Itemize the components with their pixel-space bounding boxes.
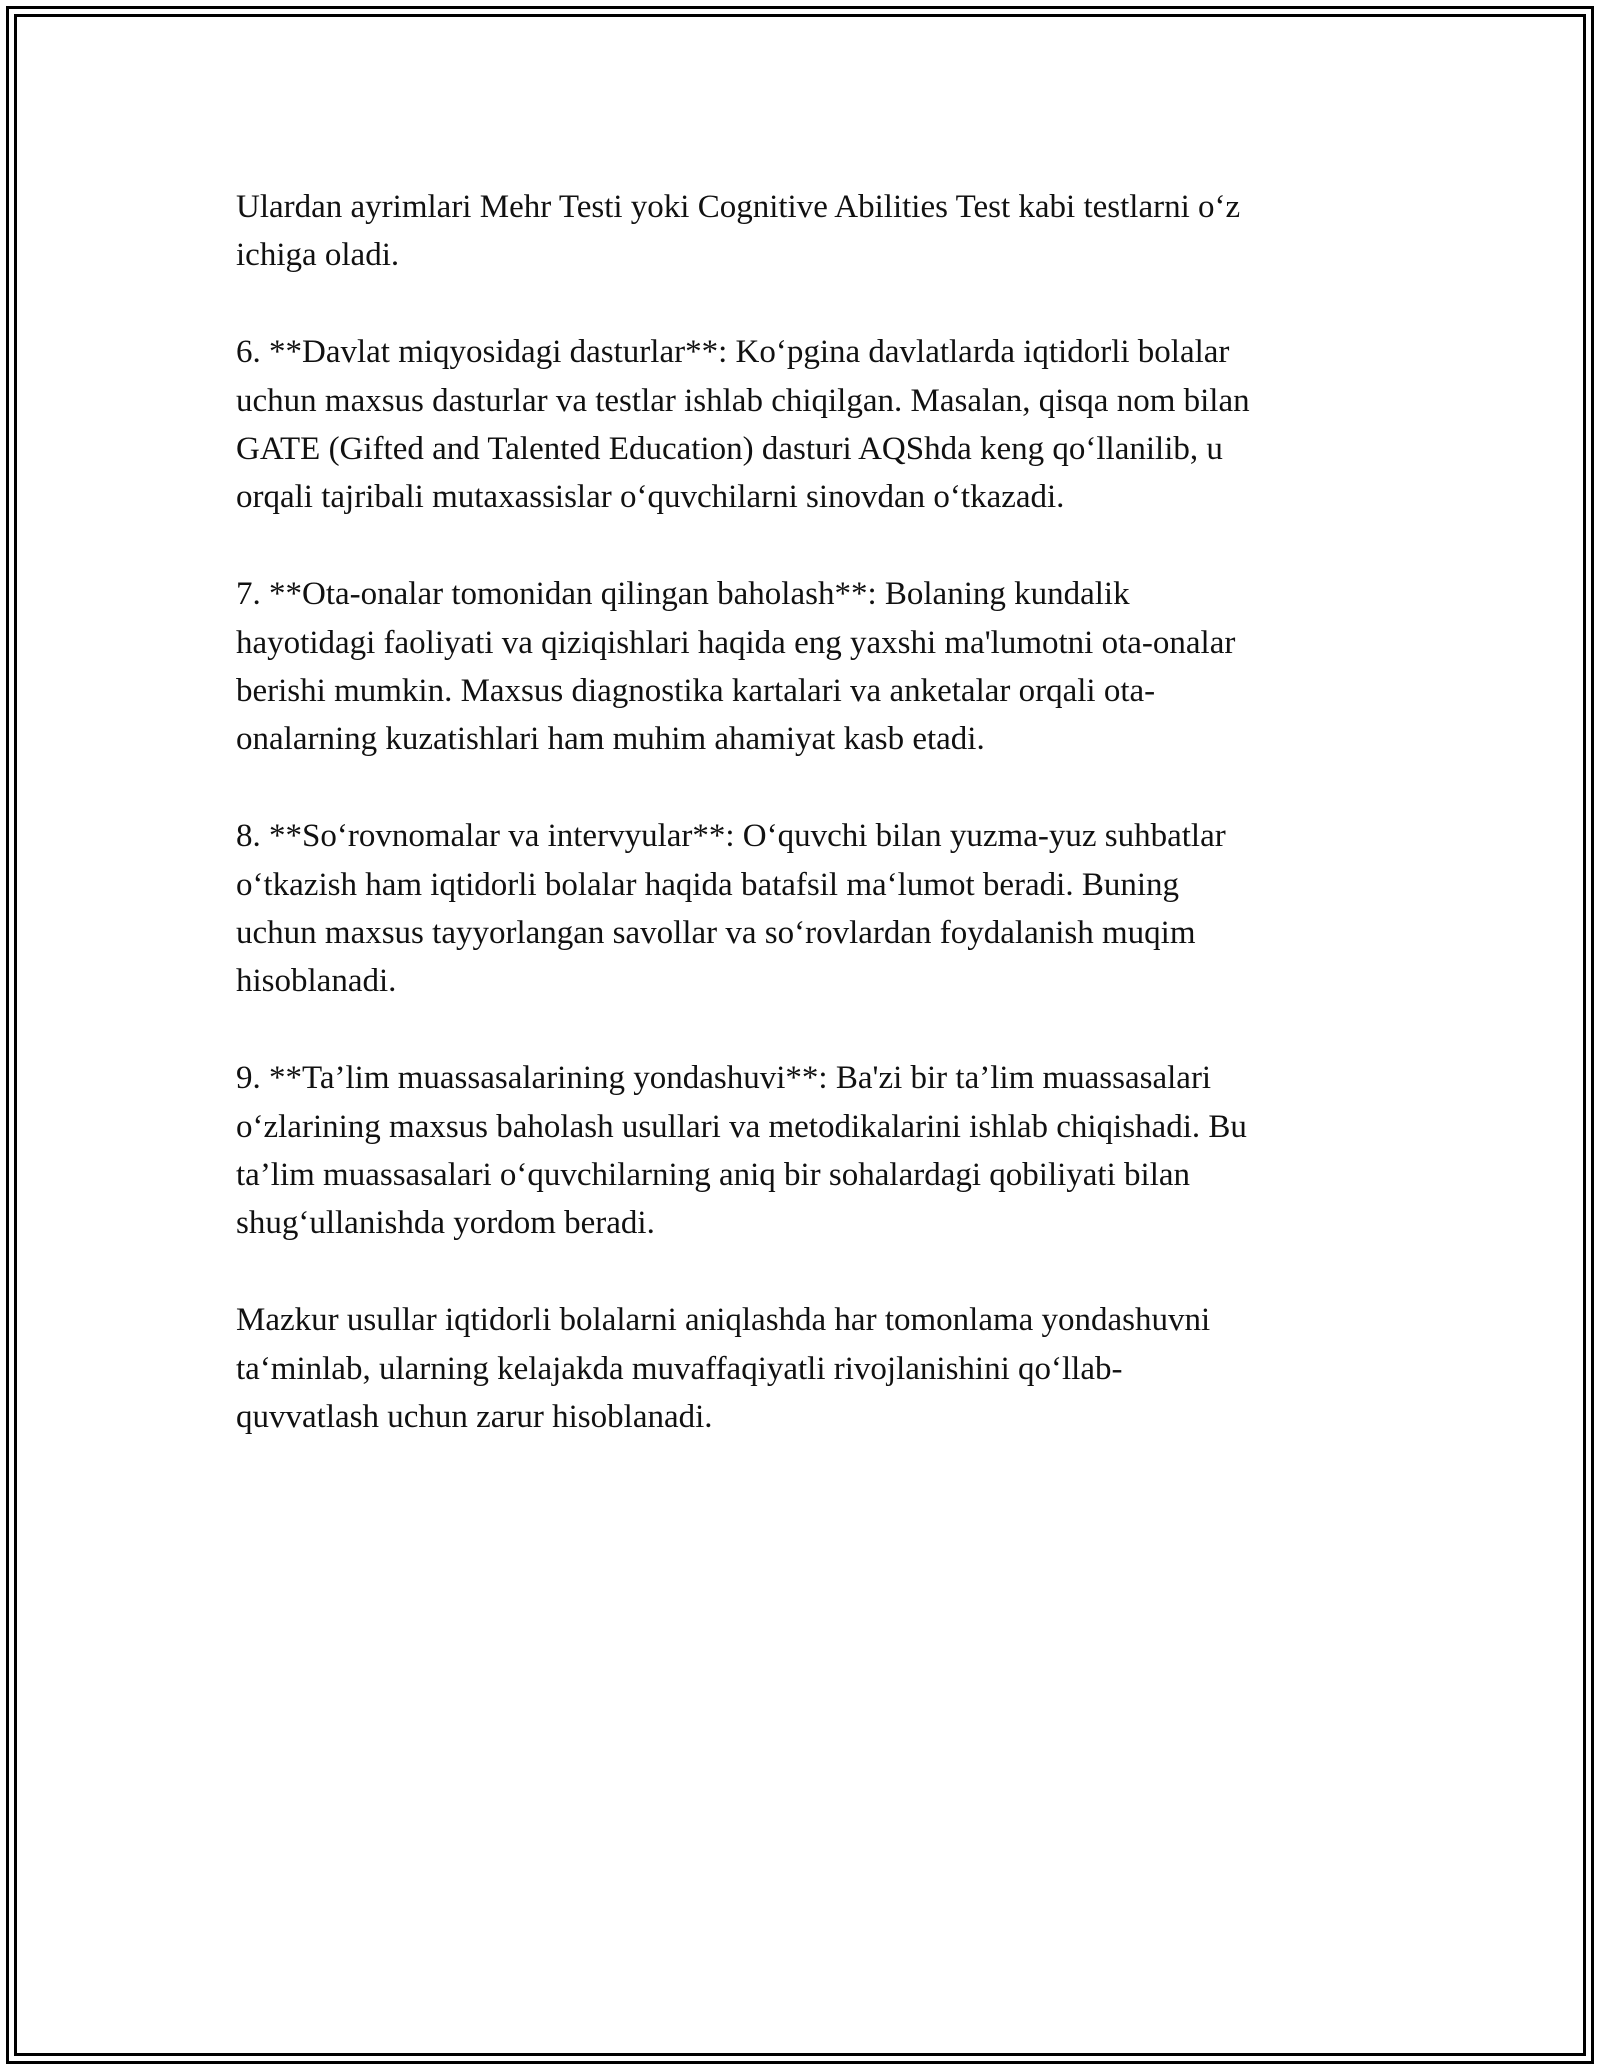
paragraph-item-7: 7. **Ota-onalar tomonidan qilingan baholash**: Bolaning kundalik hayotidagi faoliyati va qiziqishlari haqida eng yaxshi ma'lumotni ota-onalar berishi mumkin. Maxsus diagnostika kartalari va anketalar orqali ota- onalarning kuzatishlari ham muhim ahamiyat kasb etadi. <box>236 576 1236 758</box>
paragraph-item-8: 8. **So‘rovnomalar va intervyular**: O‘quvchi bilan yuzma-yuz suhbatlar o‘tkazish ham iqtidorli bolalar haqida batafsil ma‘lumot beradi. Buning uchun maxsus tayyorlangan savollar va so‘rovlardan foydalanish muqim hisoblanadi. <box>236 818 1226 1000</box>
paragraph-intro-continuation: Ulardan ayrimlari Mehr Testi yoki Cognitive Abilities Test kabi testlarni o‘z ichiga oladi. <box>236 189 1241 274</box>
paragraph-item-9: 9. **Ta’lim muassasalarining yondashuvi**: Ba'zi bir ta’lim muassasalari o‘zlarining maxsus baholash usullari va metodikalarini ishlab chiqishadi. Bu ta’lim muassasalari o‘quvchilarning aniq bir sohalardagi qobiliyati bilan shug‘ullanishda yordom beradi. <box>236 1060 1247 1242</box>
paragraph-item-6: 6. **Davlat miqyosidagi dasturlar**: Ko‘pgina davlatlarda iqtidorli bolalar uchun maxsus dasturlar va testlar ishlab chiqilgan. Masalan, qisqa nom bilan GATE (Gifted and Talented Education) dasturi AQShda keng qo‘llanilib, u orqali tajribali mutaxassislar o‘quvchilarni sinovdan o‘tkazadi. <box>236 334 1250 516</box>
paragraph-conclusion: Mazkur usullar iqtidorli bolalarni aniqlashda har tomonlama yondashuvni ta‘minlab, ularning kelajakda muvaffaqiyatli rivojlanishini qo‘llab- quvvatlash uchun zarur hisoblanadi. <box>236 1302 1211 1436</box>
document-body <box>236 183 1366 1441</box>
